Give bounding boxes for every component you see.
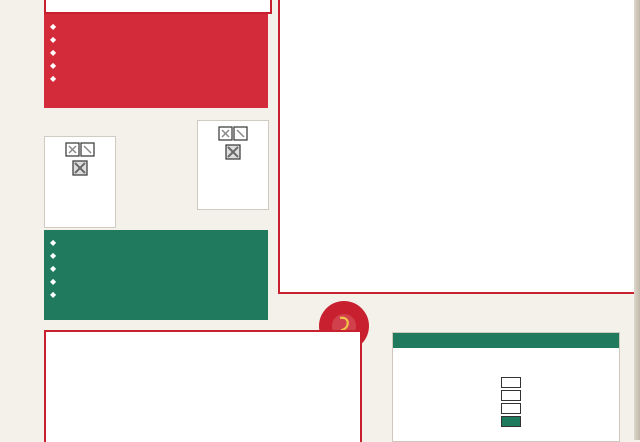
page-gutter [634,0,640,440]
cross-stitch-guide-icon [213,125,253,165]
diamond-bullet-icon: ◆ [50,238,57,247]
list-item [50,288,268,301]
diamond-bullet-icon: ◆ [50,61,57,70]
materials-title [44,230,268,234]
stitch-grid-bottom [46,332,360,442]
diamond-bullet-icon: ◆ [50,74,57,83]
list-item [50,275,268,288]
goose-cross-stitch-chart [44,330,362,442]
list-item [50,59,268,72]
holly-cross-stitch-chart [278,0,638,294]
materials-box-green [44,230,268,320]
key-header-row [393,353,619,365]
symbol-swatch [501,377,521,388]
key-title [393,333,619,348]
key-row [393,376,619,389]
cross-stitch-guide-icon [60,141,100,181]
list-item [50,236,268,249]
key-row [393,415,619,428]
diamond-bullet-icon: ◆ [50,48,57,57]
materials-list [50,20,268,85]
list-item [50,72,268,85]
diamond-bullet-icon: ◆ [50,251,57,260]
list-item [50,20,268,33]
key-subtitle [393,365,619,376]
diamond-bullet-icon: ◆ [50,22,57,31]
materials-title [44,14,268,18]
diamond-bullet-icon: ◆ [50,35,57,44]
list-item [50,33,268,46]
guide-box-blue [44,136,116,228]
key-row [393,402,619,415]
symbol-swatch [501,416,521,427]
christmas-goose-key [392,332,620,442]
key-row [393,389,619,402]
symbol-swatch [501,390,521,401]
symbol-swatch [501,403,521,414]
materials-box-red [44,14,268,108]
stitch-grid-top [280,0,636,292]
list-item [50,46,268,59]
top-box-remnant [44,0,272,14]
list-item [50,249,268,262]
materials-list [50,236,268,301]
list-item [50,262,268,275]
diamond-bullet-icon: ◆ [50,277,57,286]
diamond-bullet-icon: ◆ [50,290,57,299]
diamond-bullet-icon: ◆ [50,264,57,273]
guide-box-red [197,120,269,210]
